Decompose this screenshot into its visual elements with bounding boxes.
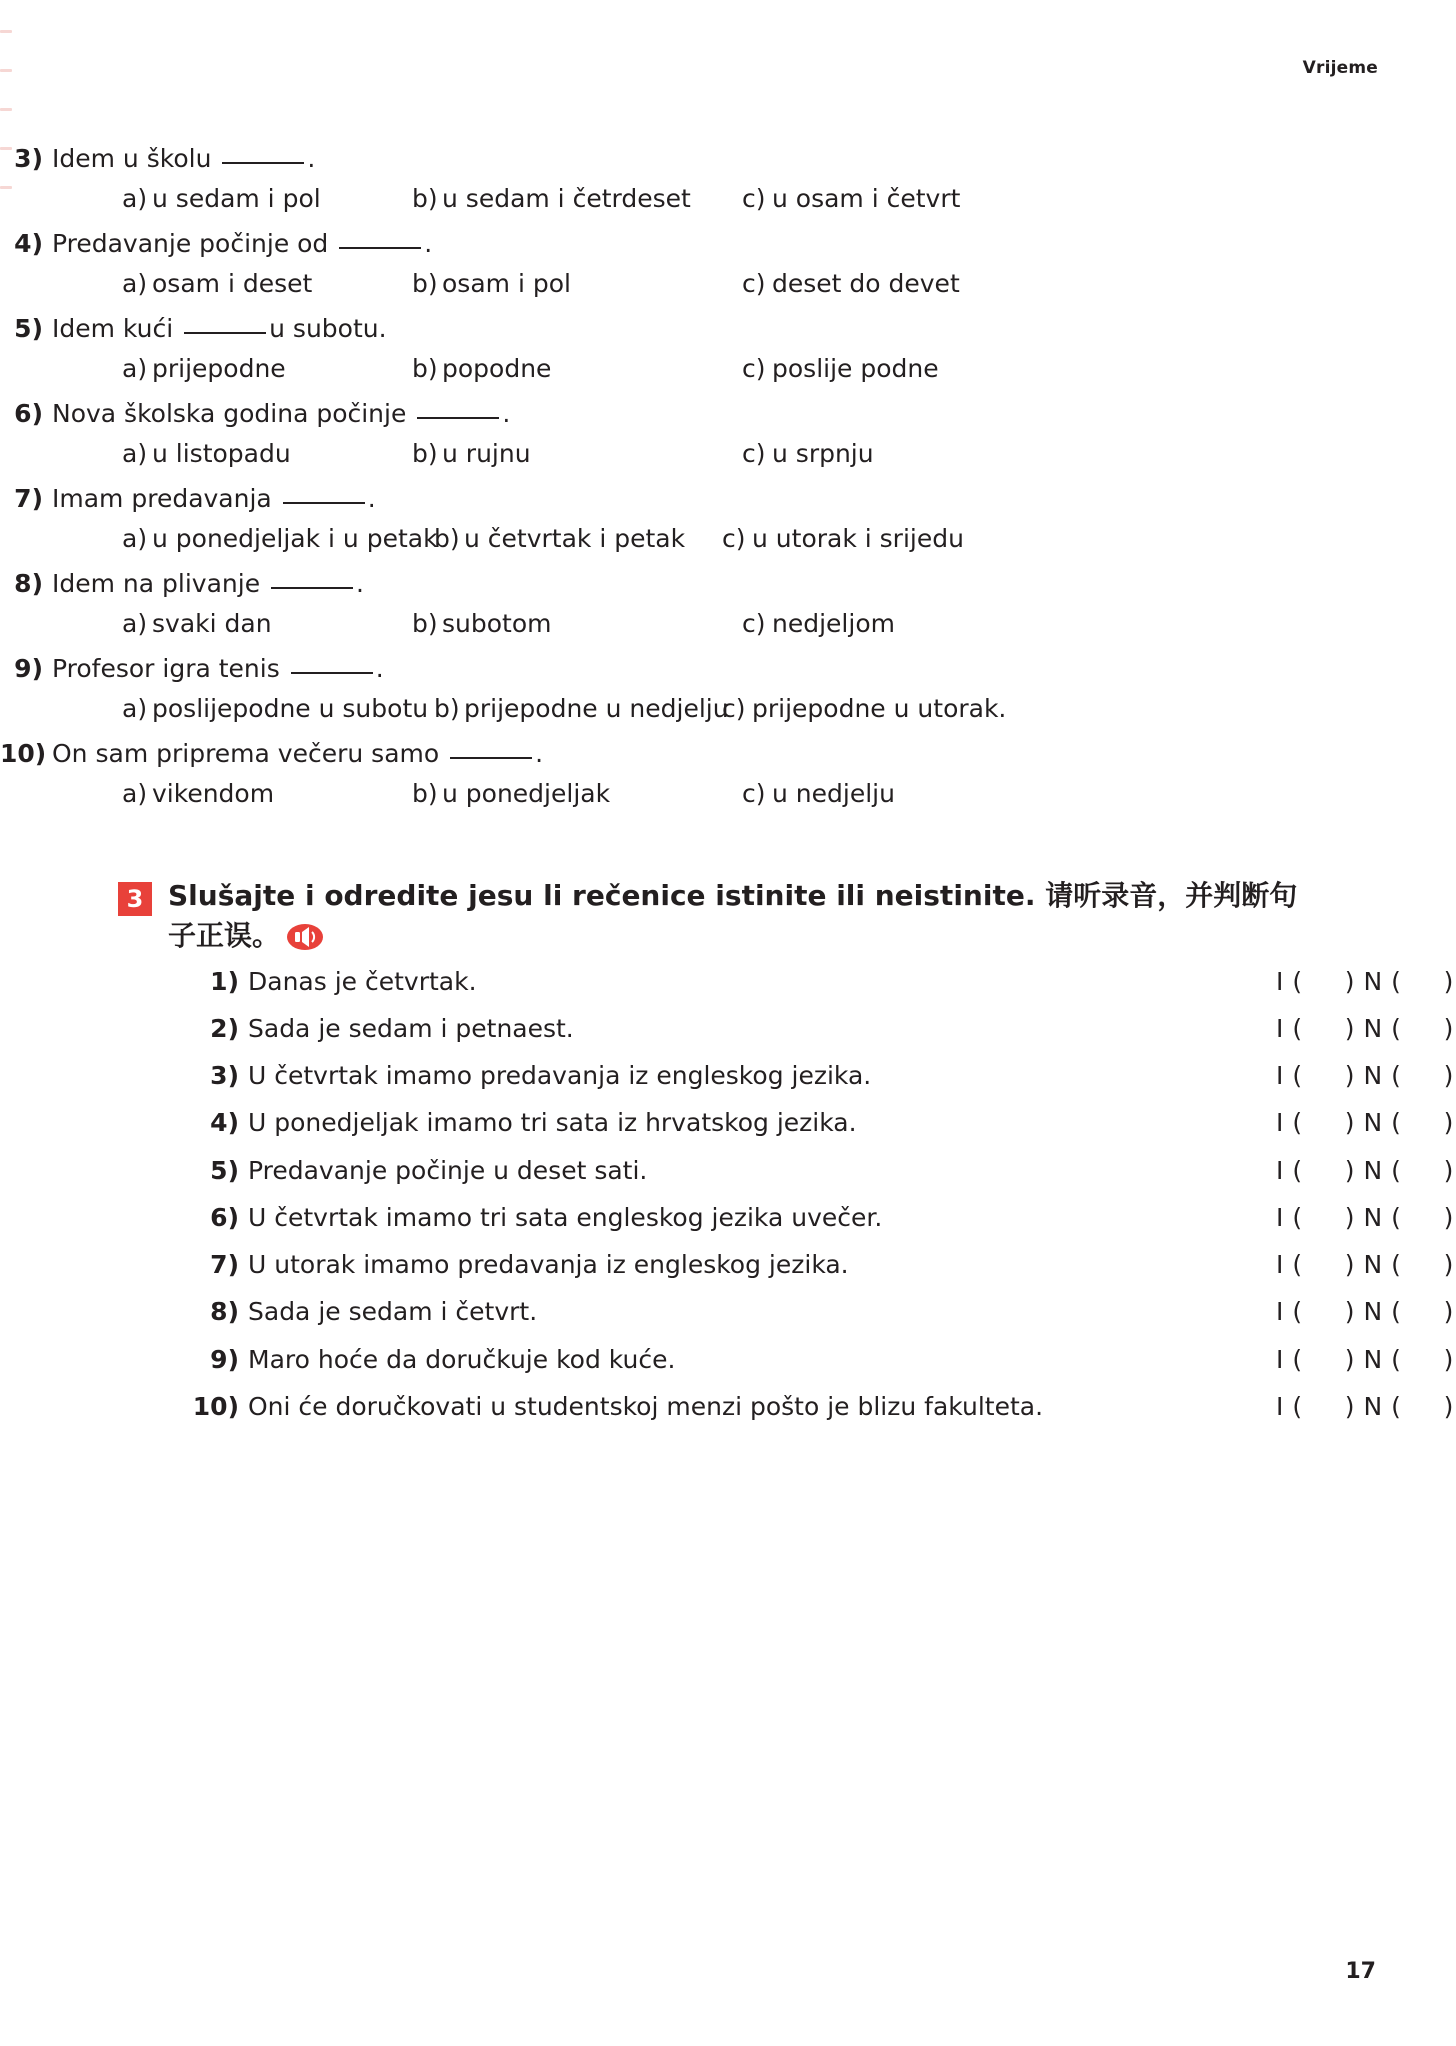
option-letter: a) xyxy=(122,183,148,213)
true-false-statement: U četvrtak imamo tri sata engleskog jezika uvečer. xyxy=(248,1202,883,1232)
true-false-statement: U četvrtak imamo predavanja iz engleskog jezika. xyxy=(248,1061,872,1090)
true-false-statement: Sada je sedam i četvrt. xyxy=(248,1297,538,1327)
question-number: 10) xyxy=(0,739,47,768)
option-text: osam i deset xyxy=(152,268,313,298)
true-false-number: 3) xyxy=(210,1061,239,1090)
option-text: u sedam i četrdeset xyxy=(442,183,691,213)
true-false-number: 8) xyxy=(210,1297,239,1327)
option-letter: a) xyxy=(122,353,148,383)
option-choice[interactable] xyxy=(434,690,729,728)
true-false-answer-marks[interactable]: I ( ) N ( ) xyxy=(1276,966,1454,996)
question-text xyxy=(52,565,364,603)
option-choice[interactable] xyxy=(122,520,438,558)
question-item xyxy=(0,565,1456,642)
running-head: Vrijeme xyxy=(1302,58,1378,78)
option-letter: c) xyxy=(742,608,766,638)
option-text: u utorak i srijedu xyxy=(752,523,964,553)
question-text-before-blank: Nova školska godina počinje xyxy=(52,399,407,428)
true-false-statement: Danas je četvrtak. xyxy=(248,966,477,996)
question-number: 6) xyxy=(14,399,43,428)
true-false-answer-marks[interactable]: I ( ) N ( ) xyxy=(1276,1250,1454,1279)
option-choice[interactable] xyxy=(412,265,742,303)
margin-mark xyxy=(0,108,12,111)
question-number: 7) xyxy=(14,484,43,513)
true-false-number: 10) xyxy=(192,1391,239,1421)
option-choice[interactable] xyxy=(742,605,895,643)
option-choice[interactable] xyxy=(122,350,412,388)
option-letter: c) xyxy=(742,778,766,808)
question-stem xyxy=(0,310,1456,348)
option-choice[interactable] xyxy=(412,180,742,218)
answer-blank[interactable] xyxy=(283,502,365,504)
question-number: 3) xyxy=(14,144,43,173)
question-stem xyxy=(0,480,1456,518)
option-letter: c) xyxy=(742,353,766,383)
option-choice[interactable] xyxy=(742,180,960,218)
option-letter: b) xyxy=(434,693,460,723)
question-text-after-blank: . xyxy=(367,484,376,513)
option-text: u ponedjeljak xyxy=(442,778,611,808)
option-letter: b) xyxy=(412,438,438,468)
true-false-item xyxy=(0,1011,1456,1047)
true-false-answer-marks[interactable]: I ( ) N ( ) xyxy=(1276,1155,1454,1185)
question-text xyxy=(52,225,432,263)
question-text-after-blank: . xyxy=(356,569,364,598)
option-choice[interactable] xyxy=(122,605,412,643)
true-false-statement: Predavanje počinje u deset sati. xyxy=(248,1155,648,1185)
question-number: 4) xyxy=(14,229,43,258)
option-letter: c) xyxy=(742,268,766,298)
option-text: vikendom xyxy=(152,778,275,808)
question-text xyxy=(52,395,510,433)
option-row xyxy=(0,265,1456,303)
option-text: u sedam i pol xyxy=(152,183,321,213)
question-text-after-blank: . xyxy=(307,144,316,173)
question-item xyxy=(0,140,1456,217)
page-content xyxy=(0,140,1456,1436)
question-text-before-blank: Imam predavanja xyxy=(52,484,272,513)
question-stem xyxy=(0,140,1456,178)
question-text-after-blank: . xyxy=(502,399,511,428)
option-letter: a) xyxy=(122,693,148,723)
question-stem xyxy=(0,395,1456,433)
question-item xyxy=(0,735,1456,812)
question-text-after-blank: . xyxy=(535,739,544,768)
answer-blank[interactable] xyxy=(339,247,421,249)
option-text: u listopadu xyxy=(152,438,291,468)
true-false-answer-marks[interactable]: I ( ) N ( ) xyxy=(1276,1061,1454,1090)
answer-blank[interactable] xyxy=(450,757,532,759)
true-false-number: 7) xyxy=(210,1250,239,1279)
answer-blank[interactable] xyxy=(271,587,353,589)
true-false-item xyxy=(0,1200,1456,1236)
option-letter: a) xyxy=(122,268,148,298)
option-choice[interactable] xyxy=(722,690,1006,728)
question-text xyxy=(52,650,384,688)
option-text: svaki dan xyxy=(152,608,272,638)
option-text: u rujnu xyxy=(442,438,531,468)
option-letter: c) xyxy=(742,438,766,468)
question-text-after-blank: . xyxy=(424,229,433,258)
question-item xyxy=(0,395,1456,472)
option-text: subotom xyxy=(442,608,552,638)
option-letter: b) xyxy=(434,523,460,553)
true-false-answer-marks[interactable]: I ( ) N ( ) xyxy=(1276,1297,1454,1327)
question-text-before-blank: Predavanje počinje od xyxy=(52,229,329,258)
question-item xyxy=(0,650,1456,727)
option-letter: b) xyxy=(412,778,438,808)
question-stem xyxy=(0,735,1456,773)
option-choice[interactable] xyxy=(412,605,742,643)
answer-blank[interactable] xyxy=(222,162,304,164)
question-text-before-blank: Idem u školu xyxy=(52,144,212,173)
option-letter: c) xyxy=(742,183,766,213)
question-text xyxy=(52,480,376,518)
option-text: osam i pol xyxy=(442,268,571,298)
question-stem xyxy=(0,225,1456,263)
question-text-after-blank: u subotu. xyxy=(269,314,387,343)
margin-mark xyxy=(0,69,12,72)
option-choice[interactable] xyxy=(434,520,722,558)
true-false-answer-marks[interactable]: I ( ) N ( ) xyxy=(1276,1391,1454,1421)
multiple-choice-question-list xyxy=(0,140,1456,812)
option-text: u nedjelju xyxy=(772,778,895,808)
option-letter: a) xyxy=(122,523,148,553)
true-false-item xyxy=(0,1247,1456,1283)
option-choice[interactable] xyxy=(122,265,412,303)
exercise-number-badge: 3 xyxy=(118,882,152,916)
option-row xyxy=(0,605,1456,643)
answer-blank[interactable] xyxy=(184,332,266,334)
option-choice[interactable] xyxy=(722,520,964,558)
option-choice[interactable] xyxy=(742,775,895,813)
option-row xyxy=(0,180,1456,218)
option-choice[interactable] xyxy=(742,265,960,303)
question-number: 9) xyxy=(14,654,43,683)
true-false-item xyxy=(0,1294,1456,1330)
option-row xyxy=(0,775,1456,813)
question-text-before-blank: Profesor igra tenis xyxy=(52,654,280,683)
option-letter: c) xyxy=(722,523,746,553)
option-choice[interactable] xyxy=(412,350,742,388)
true-false-number: 4) xyxy=(210,1108,239,1138)
audio-speaker-icon[interactable] xyxy=(286,922,324,950)
true-false-statement: U utorak imamo predavanja iz engleskog jezika. xyxy=(248,1250,849,1279)
question-item xyxy=(0,480,1456,557)
option-letter: a) xyxy=(122,608,148,638)
page-number: 17 xyxy=(1345,1959,1376,1984)
option-row xyxy=(0,690,1456,728)
option-text: prijepodne u utorak. xyxy=(752,693,1007,723)
option-text: u osam i četvrt xyxy=(772,183,961,213)
option-letter: b) xyxy=(412,608,438,638)
answer-blank[interactable] xyxy=(291,672,373,674)
option-letter: b) xyxy=(412,268,438,298)
true-false-statement: Maro hoće da doručkuje kod kuće. xyxy=(248,1344,676,1374)
option-row xyxy=(0,520,1456,558)
question-item xyxy=(0,310,1456,387)
true-false-statement: U ponedjeljak imamo tri sata iz hrvatskog jezika. xyxy=(248,1108,857,1138)
true-false-answer-marks[interactable]: I ( ) N ( ) xyxy=(1276,1108,1454,1138)
question-text xyxy=(52,735,543,773)
answer-blank[interactable] xyxy=(417,417,499,419)
question-text-before-blank: Idem kući xyxy=(52,314,174,343)
true-false-item xyxy=(0,1342,1456,1378)
question-number: 8) xyxy=(14,569,43,598)
margin-mark xyxy=(0,30,12,33)
true-false-answer-marks[interactable]: I ( ) N ( ) xyxy=(1276,1202,1454,1232)
option-text: prijepodne u nedjelju xyxy=(464,693,729,723)
option-text: nedjeljom xyxy=(772,608,895,638)
option-text: u četvrtak i petak xyxy=(464,523,686,553)
option-letter: a) xyxy=(122,778,148,808)
option-letter: a) xyxy=(122,438,148,468)
question-text-before-blank: Idem na plivanje xyxy=(52,569,261,598)
option-text: u srpnju xyxy=(772,438,874,468)
question-number: 5) xyxy=(14,314,43,343)
exercise-title-text: Slušajte i odredite jesu li rečenice istinite ili neistinite. 请听录音，并判断句子正误。 xyxy=(168,879,1298,952)
question-text xyxy=(52,140,315,178)
option-letter: c) xyxy=(722,693,746,723)
option-choice[interactable] xyxy=(122,180,412,218)
true-false-statement: Sada je sedam i petnaest. xyxy=(248,1013,574,1043)
option-row xyxy=(0,435,1456,473)
question-stem xyxy=(0,650,1456,688)
question-stem xyxy=(0,565,1456,603)
true-false-statement: Oni će doručkovati u studentskoj menzi pošto je blizu fakulteta. xyxy=(248,1391,1044,1421)
option-choice[interactable] xyxy=(412,775,742,813)
option-choice[interactable] xyxy=(122,435,412,473)
question-item xyxy=(0,225,1456,302)
true-false-number: 9) xyxy=(210,1344,239,1374)
true-false-item xyxy=(0,1153,1456,1189)
exercise-3-heading xyxy=(0,876,1456,956)
option-choice[interactable] xyxy=(742,435,874,473)
option-text: poslijepodne u subotu xyxy=(152,693,429,723)
true-false-item xyxy=(0,1105,1456,1141)
option-text: u ponedjeljak i u petak xyxy=(152,523,438,553)
option-choice[interactable] xyxy=(412,435,742,473)
true-false-answer-marks[interactable]: I ( ) N ( ) xyxy=(1276,1013,1454,1043)
option-choice[interactable] xyxy=(122,775,412,813)
option-text: poslije podne xyxy=(772,353,939,383)
option-text: deset do devet xyxy=(772,268,960,298)
true-false-item xyxy=(0,1389,1456,1425)
option-letter: b) xyxy=(412,183,438,213)
question-text-after-blank: . xyxy=(375,654,384,683)
question-text-before-blank: On sam priprema večeru samo xyxy=(52,739,440,768)
exercise-title xyxy=(168,876,1298,956)
true-false-item xyxy=(0,964,1456,1000)
option-text: popodne xyxy=(442,353,552,383)
true-false-number: 2) xyxy=(210,1013,239,1043)
option-letter: b) xyxy=(412,353,438,383)
question-text xyxy=(52,310,387,348)
option-text: prijepodne xyxy=(152,353,286,383)
option-choice[interactable] xyxy=(742,350,939,388)
true-false-number: 1) xyxy=(210,966,239,996)
option-choice[interactable] xyxy=(122,690,434,728)
option-row xyxy=(0,350,1456,388)
true-false-answer-marks[interactable]: I ( ) N ( ) xyxy=(1276,1344,1454,1374)
true-false-question-list xyxy=(0,964,1456,1426)
true-false-number: 6) xyxy=(210,1202,239,1232)
true-false-item xyxy=(0,1058,1456,1094)
true-false-number: 5) xyxy=(210,1155,239,1185)
